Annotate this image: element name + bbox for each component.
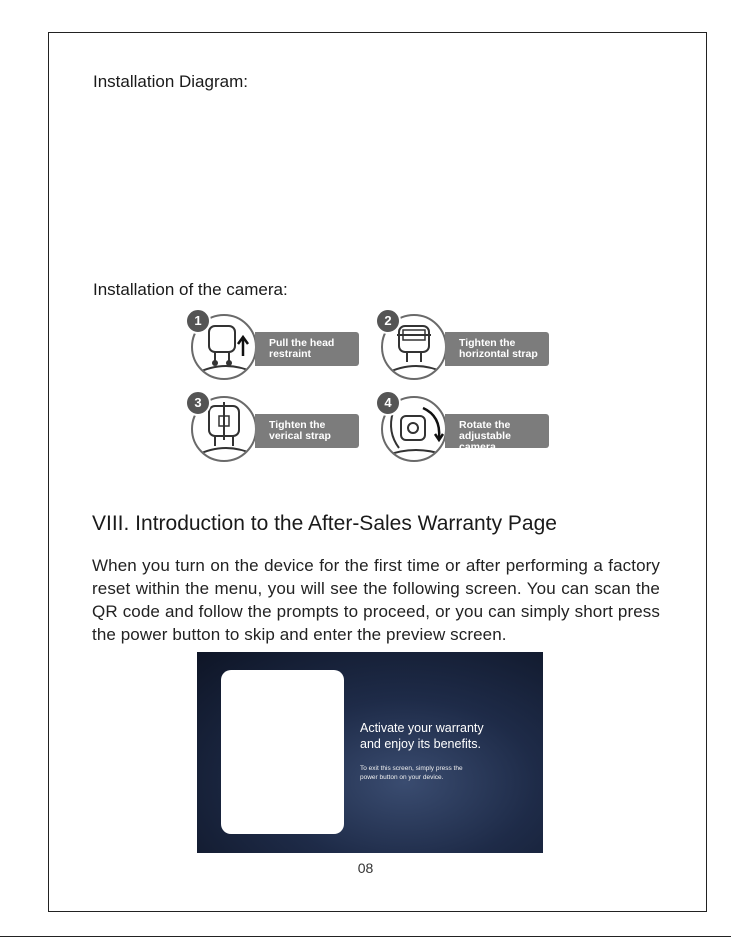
warranty-screen-preview [197, 652, 543, 853]
step-label-line: verical strap [269, 430, 331, 442]
installation-camera-heading: Installation of the camera: [93, 280, 288, 299]
warranty-title-line: Activate your warranty [360, 721, 484, 735]
step-label-line: Pull the head [269, 337, 335, 349]
step-number-badge: 1 [185, 308, 211, 334]
section-heading: VIII. Introduction to the After-Sales Warranty Page [92, 512, 557, 535]
step-label-line: Tighten the [269, 419, 326, 431]
step-3 [185, 390, 375, 468]
step-label-line: horizontal strap [459, 348, 538, 360]
qr-code-card [221, 670, 344, 834]
step-4 [375, 390, 565, 468]
warranty-note-line: power button on your device. [360, 774, 444, 781]
step-1 [185, 308, 375, 386]
page-number: 08 [357, 860, 374, 876]
step-label-line: Tighten the [459, 337, 516, 349]
warranty-note-line: To exit this screen, simply press the [360, 765, 463, 772]
step-label [255, 332, 359, 366]
step-label [255, 414, 359, 448]
intro-paragraph: When you turn on the device for the first time or after performing a factory reset within the menu, you will see the following screen. You can scan the QR code and follow the prompts to proceed, or you can simply short press the power button to skip and enter the preview screen. [92, 556, 660, 644]
step-2 [375, 308, 565, 386]
step-label-line: adjustable camera [459, 430, 511, 453]
warranty-screen-title [360, 720, 530, 752]
warranty-title-line: and enjoy its benefits. [360, 737, 481, 751]
step-label [445, 332, 549, 366]
installation-steps [185, 308, 565, 468]
step-number-badge: 4 [375, 390, 401, 416]
installation-diagram-heading: Installation Diagram: [93, 72, 248, 91]
step-number-badge: 3 [185, 390, 211, 416]
step-number-badge: 2 [375, 308, 401, 334]
step-label-line: restraint [269, 348, 312, 360]
step-label-line: Rotate the [459, 419, 511, 431]
bottom-rule [0, 936, 731, 937]
warranty-screen-note [360, 764, 510, 782]
step-label [445, 414, 549, 453]
